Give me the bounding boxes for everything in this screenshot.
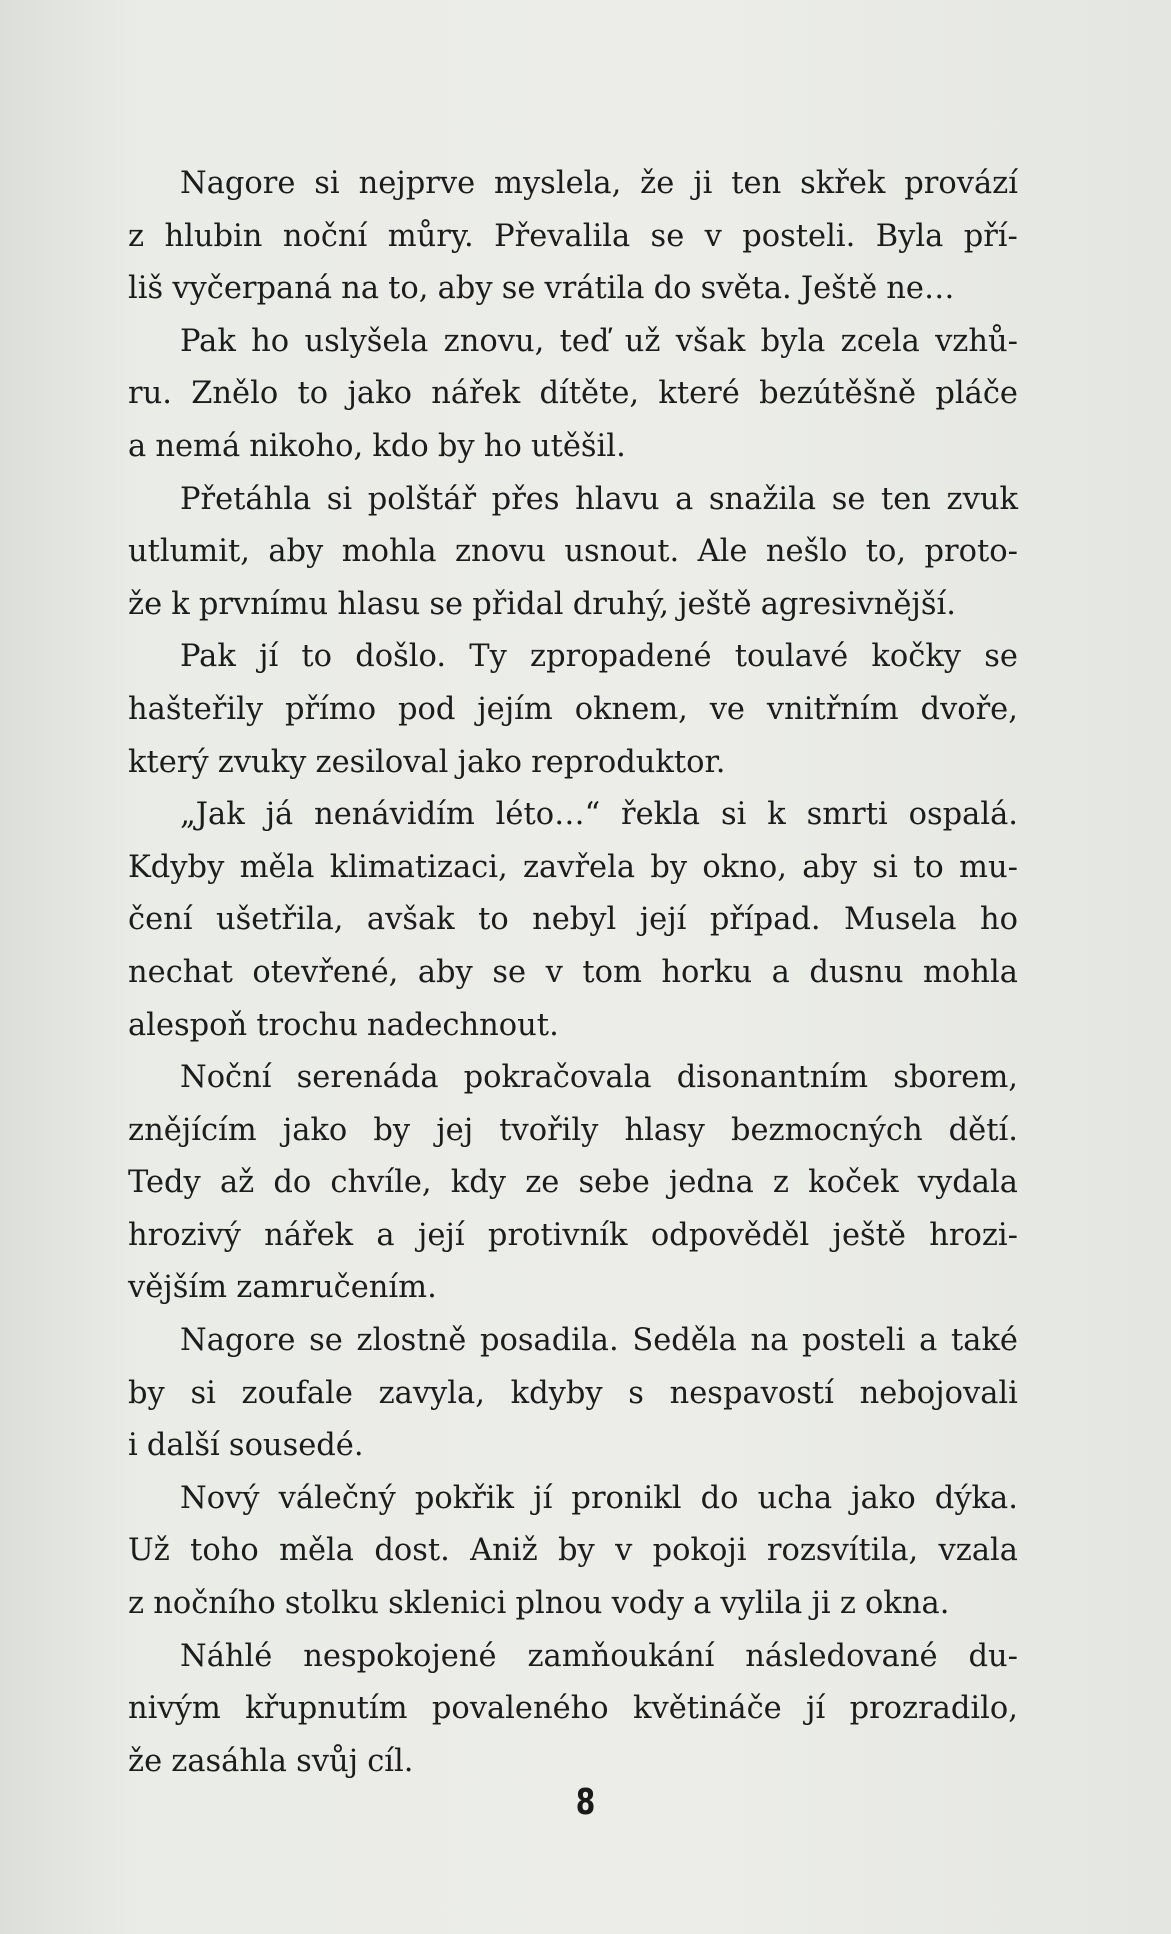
text-line: Nagore si nejprve myslela, že ji ten skřek provází [180, 166, 1018, 201]
text-line: Nagore se zlostně posadila. Seděla na posteli a také [180, 1323, 1018, 1359]
text-line: nechat otevřené, aby se v tom horku a dusnu mohla [128, 954, 1018, 990]
text-line: z nočního stolku sklenici plnou vody a vylila ji z okna. [128, 1586, 950, 1622]
text-line: Náhlé nespokojené zamňoukání následované du- [180, 1638, 1018, 1674]
text-line: Tedy až do chvíle, kdy ze sebe jedna z koček vydala [128, 1165, 1018, 1201]
text-line: Noční serenáda pokračovala disonantním sborem, [180, 1060, 1018, 1096]
text-line: utlumit, aby mohla znovu usnout. Ale nešlo to, proto- [128, 534, 1018, 570]
text-line: který zvuky zesiloval jako reproduktor. [128, 744, 726, 780]
text-line: Přetáhla si polštář přes hlavu a snažila se ten zvuk [180, 481, 1018, 517]
text-line: že k prvnímu hlasu se přidal druhý, ještě agresivnější. [128, 586, 956, 622]
text-line: Nový válečný pokřik jí pronikl do ucha jako dýka. [180, 1480, 1018, 1516]
text-line: by si zoufale zavyla, kdyby s nespavostí nebojovali [128, 1375, 1018, 1411]
text-line: znějícím jako by jej tvořily hlasy bezmocných dětí. [128, 1112, 1018, 1148]
text-line: Kdyby měla klimatizaci, zavřela by okno, aby si to mu- [128, 849, 1018, 885]
body-text [128, 158, 1018, 1788]
text-line: vějším zamručením. [128, 1270, 437, 1306]
text-line: a nemá nikoho, kdo by ho utěšil. [128, 428, 626, 464]
text-line: Pak ho uslyšela znovu, teď už však byla zcela vzhů- [180, 323, 1018, 359]
text-line: hašteřily přímo pod jejím oknem, ve vnitřním dvoře, [128, 691, 1018, 727]
text-line: nivým křupnutím povaleného květináče jí prozradilo, [128, 1691, 1018, 1727]
text-line: i další sousedé. [128, 1428, 364, 1464]
text-line: liš vyčerpaná na to, aby se vrátila do světa. Ještě ne… [128, 271, 955, 307]
text-line: Pak jí to došlo. Ty zpropadené toulavé kočky se [180, 639, 1018, 675]
text-line: Už toho měla dost. Aniž by v pokoji rozsvítila, vzala [128, 1533, 1018, 1569]
text-line: čení ušetřila, avšak to nebyl její případ. Musela ho [128, 902, 1018, 938]
page-number: 8 [575, 1782, 596, 1823]
text-line: „Jak já nenávidím léto…“ řekla si k smrti ospalá. [180, 797, 1018, 833]
text-line: že zasáhla svůj cíl. [128, 1743, 414, 1779]
text-line: alespoň trochu nadechnout. [128, 1007, 559, 1043]
text-line: z hlubin noční můry. Převalila se v posteli. Byla pří- [128, 218, 1018, 254]
text-line: ru. Znělo to jako nářek dítěte, které bezútěšně pláče [128, 376, 1018, 412]
text-line: hrozivý nářek a její protivník odpověděl ještě hrozi- [128, 1217, 1018, 1253]
